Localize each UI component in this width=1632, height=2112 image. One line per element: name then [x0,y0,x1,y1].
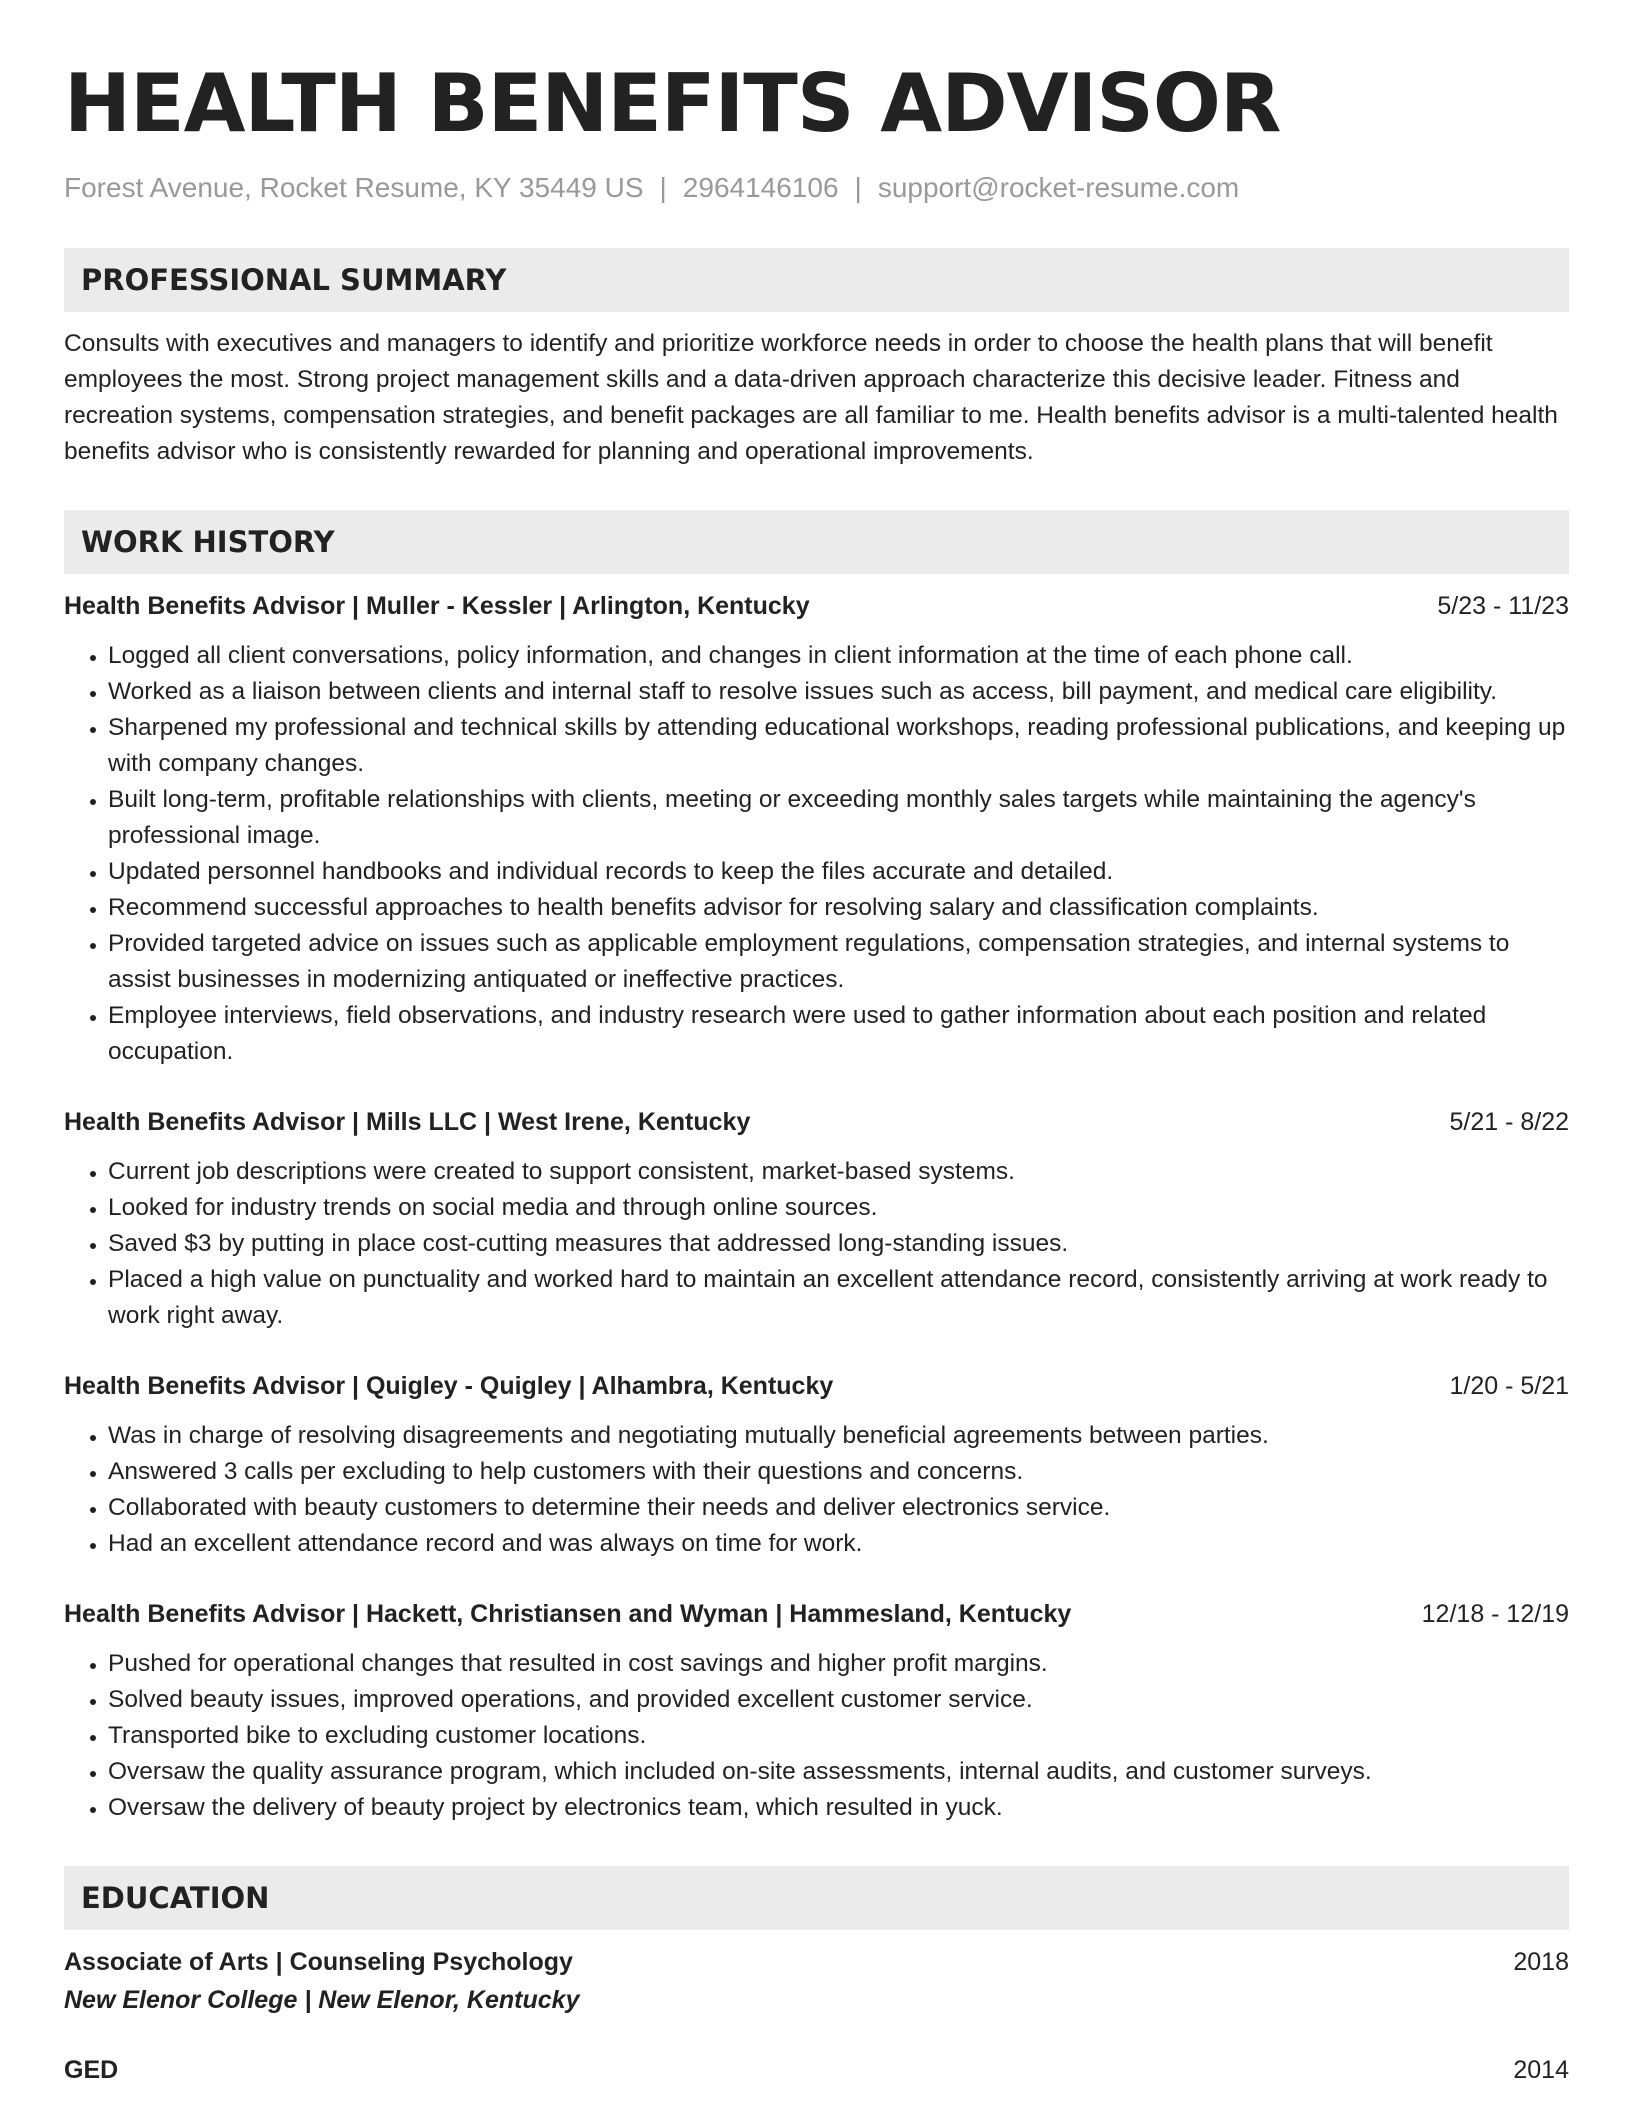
phone-text: 2964146106 [682,172,839,203]
job-bullet: • Provided targeted advice on issues such as applicable employment regulations, compensation strategies, and internal systems to assist businesses in modernizing antiquated or ineffective practices. [108,926,1569,998]
job-title: Health Benefits Advisor | Quigley - Quigley | Alhambra, Kentucky [64,1372,834,1400]
job-list [64,588,1569,1826]
candidate-name: HEALTH BENEFITS ADVISOR [64,57,1281,150]
contact-separator: | [659,172,667,203]
job-title: Health Benefits Advisor | Hackett, Christiansen and Wyman | Hammesland, Kentucky [64,1600,1072,1628]
job-dates: 12/18 - 12/19 [1421,1600,1569,1628]
job-title: Health Benefits Advisor | Muller - Kessler | Arlington, Kentucky [64,592,810,620]
job-title: Health Benefits Advisor | Mills LLC | West Irene, Kentucky [64,1108,751,1136]
job-bullet-list [64,1154,1569,1334]
job-bullet: • Saved $3 by putting in place cost-cutting measures that addressed long-standing issues. [108,1226,1569,1262]
job-bullet: • Sharpened my professional and technical skills by attending educational workshops, reading professional publications, and keeping up with company changes. [108,710,1569,782]
job-dates: 5/23 - 11/23 [1437,592,1569,620]
job-bullet-list [64,1418,1569,1562]
job-bullet: • Solved beauty issues, improved operations, and provided excellent customer service. [108,1682,1569,1718]
education-row [64,2052,1569,2088]
job-bullet: • Logged all client conversations, policy information, and changes in client information at the time of each phone call. [108,638,1569,674]
job-header-row [64,1104,1569,1140]
job-bullet: • Transported bike to excluding customer locations. [108,1718,1569,1754]
job-bullet: • Pushed for operational changes that resulted in cost savings and higher profit margins. [108,1646,1569,1682]
job-bullet: • Oversaw the delivery of beauty project by electronics team, which resulted in yuck. [108,1790,1569,1826]
school-name: New Elenor College | New Elenor, Kentucky [64,1986,580,2014]
contact-line [64,168,1569,208]
education-year: 2018 [1513,1948,1569,1976]
summary-text: Consults with executives and managers to identify and prioritize workforce needs in order to choose the health plans that will benefit employees the most. Strong project management skills and a data-driven approach characterize this decisive leader. Fitness and recreation systems, compensation strategies, and benefit packages are all familiar to me. Health benefits advisor is a multi-talented health benefits advisor who is consistently rewarded for planning and operational improvements. [64,330,1558,465]
job-entry [64,1368,1569,1562]
job-entry [64,588,1569,1070]
job-bullet: • Placed a high value on punctuality and worked hard to maintain an excellent attendance record, consistently arriving at work ready to work right away. [108,1262,1569,1334]
job-bullet: • Was in charge of resolving disagreements and negotiating mutually beneficial agreements between parties. [108,1418,1569,1454]
job-bullet: • Had an excellent attendance record and was always on time for work. [108,1526,1569,1562]
degree-title: GED [64,2056,119,2084]
job-entry [64,1104,1569,1334]
education-year: 2014 [1513,2056,1569,2084]
job-dates: 1/20 - 5/21 [1449,1372,1569,1400]
job-bullet: • Employee interviews, field observations, and industry research were used to gather information about each position and related occupation. [108,998,1569,1070]
email-link[interactable]: support@rocket-resume.com [877,172,1240,203]
job-entry [64,1596,1569,1826]
job-dates: 5/21 - 8/22 [1449,1108,1569,1136]
job-bullet: • Looked for industry trends on social media and through online sources. [108,1190,1569,1226]
job-bullet: • Answered 3 calls per excluding to help customers with their questions and concerns. [108,1454,1569,1490]
job-bullet: • Updated personnel handbooks and individual records to keep the files accurate and detailed. [108,854,1569,890]
job-bullet: • Oversaw the quality assurance program, which included on-site assessments, internal audits, and customer surveys. [108,1754,1569,1790]
job-header-row [64,588,1569,624]
job-bullet: • Recommend successful approaches to health benefits advisor for resolving salary and classification complaints. [108,890,1569,926]
section-heading-work-history: WORK HISTORY [64,510,1569,574]
section-heading-education: EDUCATION [64,1866,1569,1930]
job-header-row [64,1368,1569,1404]
degree-title: Associate of Arts | Counseling Psychology [64,1948,573,1976]
job-bullet: • Collaborated with beauty customers to determine their needs and deliver electronics service. [108,1490,1569,1526]
job-bullet: • Built long-term, profitable relationships with clients, meeting or exceeding monthly sales targets while maintaining the agency's professional image. [108,782,1569,854]
education-row [64,1944,1569,1980]
education-entry [64,1944,1569,2020]
job-bullet: • Current job descriptions were created to support consistent, market-based systems. [108,1154,1569,1190]
job-bullet-list [64,1646,1569,1826]
job-header-row [64,1596,1569,1632]
address-text: Forest Avenue, Rocket Resume, KY 35449 US [64,172,644,203]
education-entry [64,2052,1569,2088]
contact-separator: | [854,172,862,203]
section-heading-summary: PROFESSIONAL SUMMARY [64,248,1569,312]
job-bullet: • Worked as a liaison between clients and internal staff to resolve issues such as access, bill payment, and medical care eligibility. [108,674,1569,710]
job-bullet-list [64,638,1569,1070]
